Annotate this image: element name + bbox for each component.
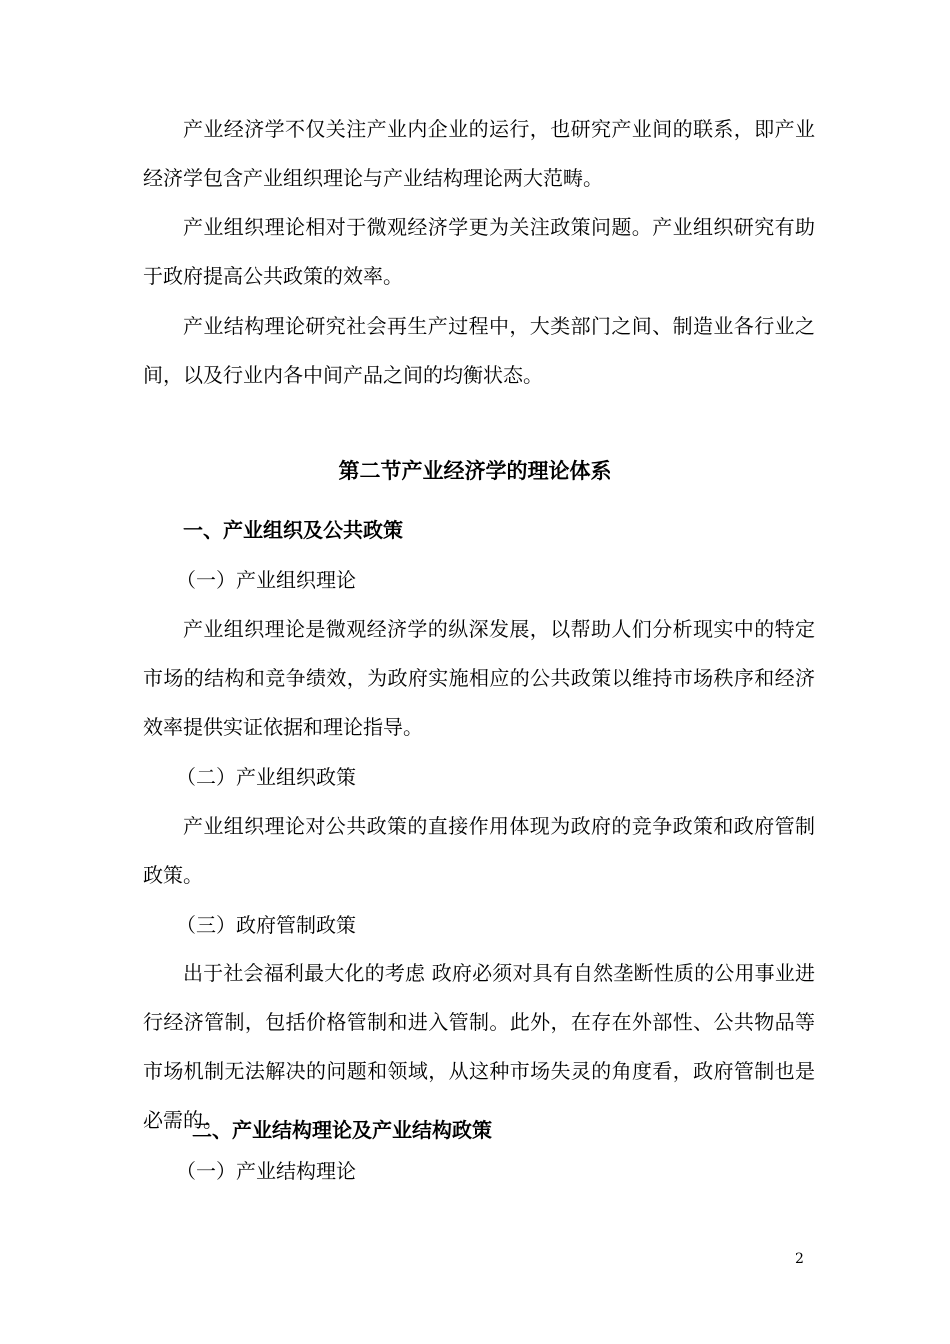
paragraph-industrial-structure: 产业结构理论研究社会再生产过程中，大类部门之间、制造业各行业之间，以及行业内各中间产品之间的均衡状态。 bbox=[143, 314, 815, 387]
item-heading-1-2: （二）产业组织政策 bbox=[176, 765, 356, 789]
subsection-heading-1: 一、产业组织及公共政策 bbox=[183, 518, 403, 542]
page-number: 2 bbox=[795, 1251, 804, 1267]
paragraph-organization-theory: 产业组织理论是微观经济学的纵深发展，以帮助人们分析现实中的特定市场的结构和竞争绩效，为政府实施相应的公共政策以维持市场秩序和经济效率提供实证依据和理论指导。 bbox=[143, 617, 815, 739]
paragraph-industrial-organization-policy: 产业组织理论相对于微观经济学更为关注政策问题。产业组织研究有助于政府提高公共政策的效率。 bbox=[143, 215, 815, 288]
item-heading-1-3: （三）政府管制政策 bbox=[176, 913, 356, 937]
subsection-heading-2: 二、产业结构理论及产业结构政策 bbox=[192, 1118, 492, 1142]
section-title: 第二节产业经济学的理论体系 bbox=[338, 459, 612, 483]
paragraph-regulation-policy: 出于社会福利最大化的考虑 政府必须对具有自然垄断性质的公用事业进行经济管制，包括价格管制和进入管制。此外，在存在外部性、公共物品等市场机制无法解决的问题和领域，从这种市场失灵的角度看，政府管制也是必需的。 bbox=[143, 961, 815, 1132]
item-heading-1-1: （一）产业组织理论 bbox=[176, 568, 356, 592]
paragraph-intro: 产业经济学不仅关注产业内企业的运行，也研究产业间的联系，即产业经济学包含产业组织理论与产业结构理论两大范畴。 bbox=[143, 117, 815, 190]
paragraph-organization-policy: 产业组织理论对公共政策的直接作用体现为政府的竞争政策和政府管制政策。 bbox=[143, 814, 815, 887]
item-heading-2-1: （一）产业结构理论 bbox=[176, 1159, 356, 1183]
